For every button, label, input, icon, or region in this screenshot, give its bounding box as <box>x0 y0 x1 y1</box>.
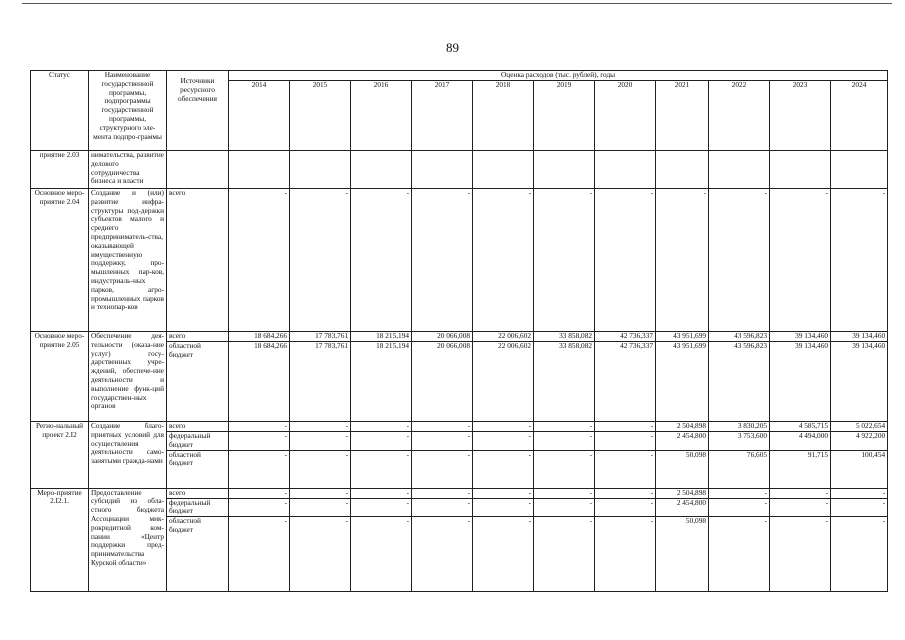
header-year: 2024 <box>831 81 888 151</box>
value-cell: - <box>534 517 595 592</box>
value-cell <box>595 151 656 189</box>
row-source: всего <box>167 488 229 498</box>
value-cell: - <box>351 432 412 451</box>
value-cell: 2 454,800 <box>656 498 709 517</box>
value-cell: - <box>770 488 831 498</box>
row-status: Основное меро-приятие 2.05 <box>31 332 89 422</box>
header-name: Наименование государственной программы, подпрограммы государственной программы, структурного эле-мента подпро-граммы <box>89 71 167 151</box>
value-cell: - <box>831 498 888 517</box>
value-cell <box>473 151 534 189</box>
value-cell: - <box>290 498 351 517</box>
header-year: 2016 <box>351 81 412 151</box>
value-cell: - <box>831 189 888 332</box>
value-cell: - <box>831 488 888 498</box>
value-cell <box>709 151 770 189</box>
value-cell: - <box>412 488 473 498</box>
value-cell: - <box>595 517 656 592</box>
value-cell: - <box>709 189 770 332</box>
value-cell: 4 585,715 <box>770 422 831 432</box>
value-cell: 33 858,082 <box>534 332 595 342</box>
header-year: 2021 <box>656 81 709 151</box>
value-cell: - <box>290 517 351 592</box>
value-cell: 4 922,200 <box>831 432 888 451</box>
value-cell: 3 830,205 <box>709 422 770 432</box>
value-cell: - <box>656 189 709 332</box>
value-cell: - <box>534 498 595 517</box>
header-year: 2022 <box>709 81 770 151</box>
value-cell <box>229 151 290 189</box>
table-row <box>31 422 888 432</box>
value-cell: - <box>351 422 412 432</box>
row-source: областной бюджет <box>167 450 229 488</box>
value-cell <box>412 151 473 189</box>
header-year: 2018 <box>473 81 534 151</box>
value-cell: - <box>229 488 290 498</box>
value-cell: - <box>412 189 473 332</box>
row-source: всего <box>167 422 229 432</box>
value-cell: - <box>412 432 473 451</box>
header-estimate: Оценка расходов (тыс. рублей), годы <box>229 71 888 81</box>
value-cell: - <box>595 450 656 488</box>
row-name: Обеспечение дея-тельности (оказа-ние услуг) госу-дарственных учре-ждений, обеспече-ние деятельности и выполнение функ-ций государствен-ных органов <box>89 332 167 422</box>
row-name: Создание благо-приятных условий для осуществления деятельности само-занятыми гражда-нами <box>89 422 167 489</box>
value-cell: 22 006,602 <box>473 332 534 342</box>
value-cell: 43 596,823 <box>709 332 770 342</box>
value-cell: - <box>534 432 595 451</box>
budget-table <box>30 70 888 592</box>
value-cell: 43 596,823 <box>709 342 770 422</box>
value-cell: 2 454,800 <box>656 432 709 451</box>
value-cell: - <box>351 450 412 488</box>
value-cell: - <box>595 432 656 451</box>
header-year: 2015 <box>290 81 351 151</box>
row-source: всего <box>167 332 229 342</box>
value-cell: - <box>831 517 888 592</box>
value-cell: - <box>351 189 412 332</box>
value-cell: - <box>709 517 770 592</box>
value-cell <box>770 151 831 189</box>
value-cell: - <box>412 450 473 488</box>
value-cell: 50,098 <box>656 517 709 592</box>
table-row <box>31 151 888 189</box>
value-cell: 43 951,699 <box>656 332 709 342</box>
value-cell: 43 951,699 <box>656 342 709 422</box>
value-cell: 4 494,000 <box>770 432 831 451</box>
value-cell: 39 134,460 <box>770 332 831 342</box>
value-cell: - <box>709 488 770 498</box>
value-cell <box>656 151 709 189</box>
value-cell: - <box>229 432 290 451</box>
row-source <box>167 151 229 189</box>
table-row <box>31 488 888 498</box>
value-cell <box>831 151 888 189</box>
value-cell: - <box>534 189 595 332</box>
header-source: Источники ресурсного обеспечения <box>167 71 229 151</box>
value-cell: - <box>412 422 473 432</box>
value-cell: - <box>290 488 351 498</box>
value-cell: 5 022,654 <box>831 422 888 432</box>
value-cell: - <box>473 517 534 592</box>
top-rule <box>22 3 892 4</box>
value-cell: - <box>229 450 290 488</box>
value-cell: 42 736,337 <box>595 342 656 422</box>
table-row <box>31 189 888 332</box>
value-cell: - <box>473 498 534 517</box>
value-cell: - <box>534 488 595 498</box>
value-cell: 20 066,008 <box>412 332 473 342</box>
row-status: приятие 2.03 <box>31 151 89 189</box>
value-cell: - <box>290 450 351 488</box>
value-cell: - <box>534 450 595 488</box>
value-cell: - <box>534 422 595 432</box>
table-row <box>31 332 888 342</box>
value-cell: 18 215,194 <box>351 332 412 342</box>
value-cell: - <box>229 422 290 432</box>
row-source: областной бюджет <box>167 517 229 592</box>
value-cell: - <box>473 488 534 498</box>
value-cell: - <box>770 498 831 517</box>
row-name: Предоставление субсидий из обла-стного бюджета Ассоциации мик-рокредитной ком-пании «Центр поддержки пред-принимательства Курской области» <box>89 488 167 592</box>
value-cell: 76,605 <box>709 450 770 488</box>
value-cell: - <box>229 498 290 517</box>
value-cell: 33 858,082 <box>534 342 595 422</box>
value-cell: 18 684,266 <box>229 332 290 342</box>
row-status: Регио-нальный проект 2.I2 <box>31 422 89 489</box>
value-cell: - <box>473 450 534 488</box>
value-cell <box>290 151 351 189</box>
value-cell: - <box>595 422 656 432</box>
header-year: 2017 <box>412 81 473 151</box>
value-cell: 18 215,194 <box>351 342 412 422</box>
value-cell: - <box>770 189 831 332</box>
value-cell: - <box>473 422 534 432</box>
row-status: Основное меро-приятие 2.04 <box>31 189 89 332</box>
value-cell: 2 504,898 <box>656 422 709 432</box>
value-cell: 39 134,460 <box>770 342 831 422</box>
value-cell: 50,098 <box>656 450 709 488</box>
row-name: нимательства, развитие делового сотрудничества бизнеса и власти <box>89 151 167 189</box>
value-cell: 22 006,602 <box>473 342 534 422</box>
value-cell: - <box>473 432 534 451</box>
value-cell: - <box>290 189 351 332</box>
value-cell: - <box>709 498 770 517</box>
value-cell: - <box>290 432 351 451</box>
value-cell: 2 504,898 <box>656 488 709 498</box>
value-cell: 3 753,600 <box>709 432 770 451</box>
value-cell: 17 783,761 <box>290 342 351 422</box>
value-cell: - <box>412 517 473 592</box>
header-year: 2020 <box>595 81 656 151</box>
value-cell: 39 134,460 <box>831 332 888 342</box>
value-cell: - <box>770 517 831 592</box>
row-status: Меро-приятие 2.I2.1. <box>31 488 89 592</box>
value-cell: - <box>351 517 412 592</box>
value-cell <box>534 151 595 189</box>
value-cell: 20 066,008 <box>412 342 473 422</box>
page-number: 89 <box>446 40 459 55</box>
row-source: всего <box>167 189 229 332</box>
value-cell: 91,715 <box>770 450 831 488</box>
header-year: 2023 <box>770 81 831 151</box>
row-source: федеральный бюджет <box>167 432 229 451</box>
row-name: Создание и (или) развитие инфра-структуры под-держки субъектов малого и среднего предприниматель-ства, оказывающей имущественную поддержку, про-мышленных пар-ков, индустриаль-ных парков, агро-промышленных парков и технопар-ков <box>89 189 167 332</box>
value-cell: - <box>595 189 656 332</box>
value-cell: 17 783,761 <box>290 332 351 342</box>
value-cell <box>351 151 412 189</box>
value-cell: - <box>595 488 656 498</box>
header-year: 2014 <box>229 81 290 151</box>
value-cell: 42 736,337 <box>595 332 656 342</box>
row-source: областной бюджет <box>167 342 229 422</box>
value-cell: - <box>351 498 412 517</box>
value-cell: - <box>290 422 351 432</box>
header-year: 2019 <box>534 81 595 151</box>
value-cell: - <box>595 498 656 517</box>
value-cell: 18 684,266 <box>229 342 290 422</box>
value-cell: 39 134,460 <box>831 342 888 422</box>
header-status: Статус <box>31 71 89 151</box>
value-cell: - <box>412 498 473 517</box>
value-cell: 100,454 <box>831 450 888 488</box>
value-cell: - <box>229 517 290 592</box>
value-cell: - <box>229 189 290 332</box>
value-cell: - <box>351 488 412 498</box>
row-source: федеральный бюджет <box>167 498 229 517</box>
value-cell: - <box>473 189 534 332</box>
